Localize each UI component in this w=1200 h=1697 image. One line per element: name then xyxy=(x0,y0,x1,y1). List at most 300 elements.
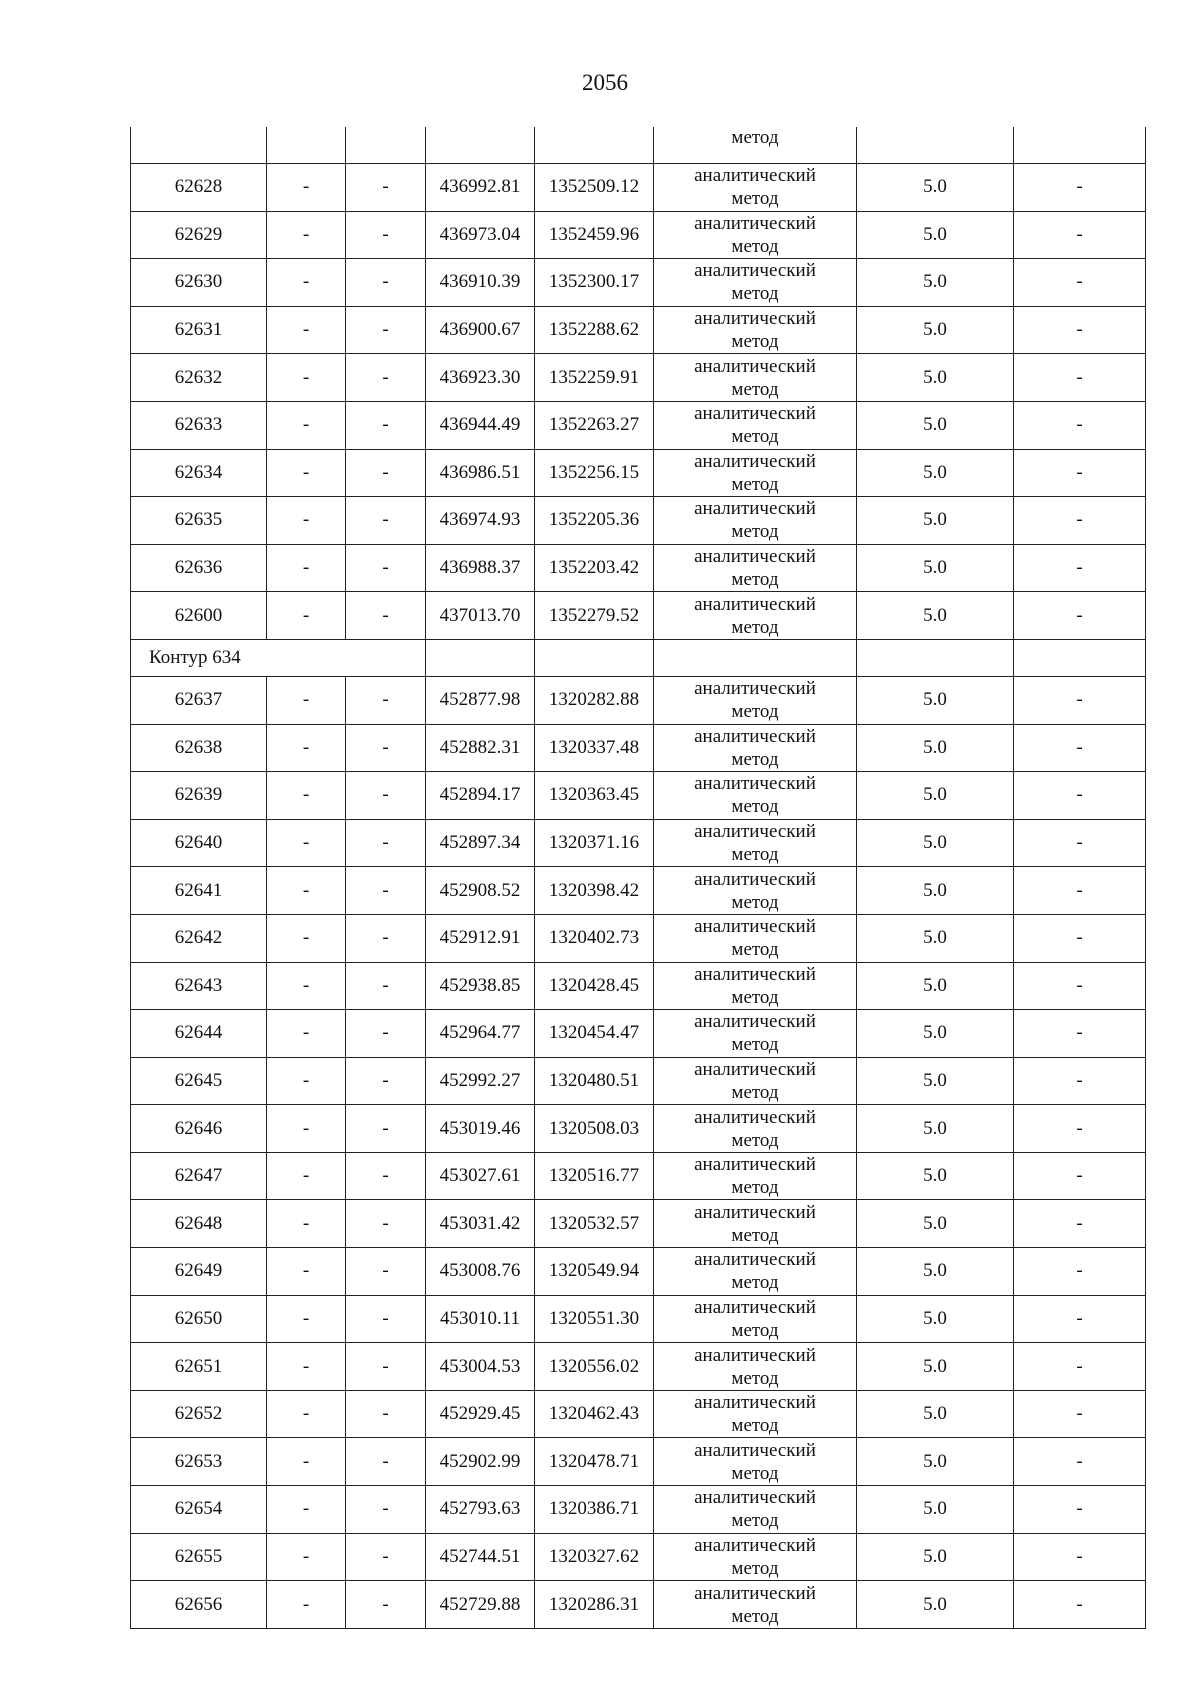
dash-cell: - xyxy=(1014,772,1146,820)
method-line: метод xyxy=(731,283,779,305)
method-line: аналитический xyxy=(694,450,816,472)
method-line: метод xyxy=(731,521,779,543)
dash-cell: - xyxy=(1014,1010,1146,1058)
dash-cell: - xyxy=(346,1486,426,1534)
point-id-cell: 62646 xyxy=(131,1105,267,1153)
dash-cell: - xyxy=(267,914,346,962)
accuracy-cell: 5.0 xyxy=(857,354,1014,402)
point-id-cell: 62647 xyxy=(131,1152,267,1200)
x-coordinate-cell: 453027.61 xyxy=(426,1152,535,1200)
table-cell xyxy=(346,127,426,164)
dash-cell: - xyxy=(1014,724,1146,772)
y-coordinate-cell: 1320532.57 xyxy=(535,1200,654,1248)
point-id-cell: 62636 xyxy=(131,544,267,592)
x-coordinate-cell: 436944.49 xyxy=(426,401,535,449)
accuracy-cell: 5.0 xyxy=(857,449,1014,497)
point-id-cell: 62634 xyxy=(131,449,267,497)
method-line: аналитический xyxy=(694,1058,816,1080)
point-id-cell: 62649 xyxy=(131,1248,267,1296)
method-line: метод xyxy=(731,331,779,353)
method-cell xyxy=(654,164,857,212)
dash-cell: - xyxy=(1014,1533,1146,1581)
dash-cell: - xyxy=(267,449,346,497)
method-line: метод xyxy=(731,378,779,400)
dash-cell: - xyxy=(267,772,346,820)
dash-cell: - xyxy=(346,772,426,820)
accuracy-cell: 5.0 xyxy=(857,724,1014,772)
table-row xyxy=(131,867,1146,915)
point-id-cell: 62654 xyxy=(131,1486,267,1534)
point-id-cell: 62655 xyxy=(131,1533,267,1581)
accuracy-cell: 5.0 xyxy=(857,259,1014,307)
dash-cell: - xyxy=(267,962,346,1010)
dash-cell: - xyxy=(267,1438,346,1486)
continuation-row xyxy=(131,127,1146,164)
accuracy-cell: 5.0 xyxy=(857,1486,1014,1534)
point-id-cell: 62643 xyxy=(131,962,267,1010)
dash-cell: - xyxy=(346,544,426,592)
dash-cell: - xyxy=(1014,1438,1146,1486)
method-line: метод xyxy=(731,1415,779,1437)
dash-cell: - xyxy=(346,401,426,449)
dash-cell: - xyxy=(1014,1343,1146,1391)
x-coordinate-cell: 436923.30 xyxy=(426,354,535,402)
table-row xyxy=(131,1343,1146,1391)
dash-cell: - xyxy=(267,592,346,640)
accuracy-cell: 5.0 xyxy=(857,1295,1014,1343)
method-line: аналитический xyxy=(694,725,816,747)
x-coordinate-cell: 453010.11 xyxy=(426,1295,535,1343)
table-row xyxy=(131,497,1146,545)
dash-cell: - xyxy=(1014,676,1146,724)
method-line: аналитический xyxy=(694,403,816,425)
dash-cell: - xyxy=(346,497,426,545)
table-row xyxy=(131,1390,1146,1438)
table-row xyxy=(131,1486,1146,1534)
method-line: метод xyxy=(731,891,779,913)
dash-cell: - xyxy=(267,259,346,307)
y-coordinate-cell: 1320327.62 xyxy=(535,1533,654,1581)
dash-cell: - xyxy=(346,1581,426,1629)
accuracy-cell: 5.0 xyxy=(857,1343,1014,1391)
y-coordinate-cell: 1352279.52 xyxy=(535,592,654,640)
contour-header-row xyxy=(131,639,1146,676)
point-id-cell: 62645 xyxy=(131,1057,267,1105)
method-cell xyxy=(654,592,857,640)
point-id-cell: 62642 xyxy=(131,914,267,962)
accuracy-cell: 5.0 xyxy=(857,867,1014,915)
method-line: аналитический xyxy=(694,355,816,377)
method-cell xyxy=(654,1010,857,1058)
method-cell xyxy=(654,1152,857,1200)
dash-cell: - xyxy=(267,819,346,867)
x-coordinate-cell: 452877.98 xyxy=(426,676,535,724)
x-coordinate-cell: 453019.46 xyxy=(426,1105,535,1153)
method-line: аналитический xyxy=(694,1344,816,1366)
dash-cell: - xyxy=(346,1105,426,1153)
method-line: аналитический xyxy=(694,1439,816,1461)
dash-cell: - xyxy=(346,449,426,497)
point-id-cell: 62633 xyxy=(131,401,267,449)
dash-cell: - xyxy=(267,497,346,545)
dash-cell: - xyxy=(1014,306,1146,354)
table-body xyxy=(131,127,1146,1628)
y-coordinate-cell: 1320386.71 xyxy=(535,1486,654,1534)
dash-cell: - xyxy=(1014,819,1146,867)
table-row xyxy=(131,449,1146,497)
y-coordinate-cell: 1320286.31 xyxy=(535,1581,654,1629)
table-row xyxy=(131,1438,1146,1486)
y-coordinate-cell: 1352203.42 xyxy=(535,544,654,592)
dash-cell: - xyxy=(1014,211,1146,259)
method-line: метод xyxy=(731,188,779,210)
table-row xyxy=(131,401,1146,449)
x-coordinate-cell: 436974.93 xyxy=(426,497,535,545)
y-coordinate-cell: 1320508.03 xyxy=(535,1105,654,1153)
table-row xyxy=(131,1248,1146,1296)
y-coordinate-cell: 1352300.17 xyxy=(535,259,654,307)
method-line: аналитический xyxy=(694,821,816,843)
dash-cell: - xyxy=(1014,1390,1146,1438)
dash-cell: - xyxy=(1014,1295,1146,1343)
table-row xyxy=(131,354,1146,402)
y-coordinate-cell: 1352256.15 xyxy=(535,449,654,497)
method-cell xyxy=(654,676,857,724)
x-coordinate-cell: 436986.51 xyxy=(426,449,535,497)
y-coordinate-cell: 1320549.94 xyxy=(535,1248,654,1296)
x-coordinate-cell: 436910.39 xyxy=(426,259,535,307)
dash-cell: - xyxy=(346,1010,426,1058)
table-cell xyxy=(131,127,267,164)
table-row xyxy=(131,1581,1146,1629)
dash-cell: - xyxy=(346,867,426,915)
point-id-cell: 62640 xyxy=(131,819,267,867)
point-id-cell: 62651 xyxy=(131,1343,267,1391)
method-cell xyxy=(654,544,857,592)
method-cell xyxy=(654,1057,857,1105)
method-cell xyxy=(654,1105,857,1153)
point-id-cell: 62648 xyxy=(131,1200,267,1248)
method-line: аналитический xyxy=(694,916,816,938)
method-line: аналитический xyxy=(694,678,816,700)
y-coordinate-cell: 1320402.73 xyxy=(535,914,654,962)
x-coordinate-cell: 452897.34 xyxy=(426,819,535,867)
dash-cell: - xyxy=(267,1581,346,1629)
method-line: аналитический xyxy=(694,1011,816,1033)
table-row xyxy=(131,772,1146,820)
table-row xyxy=(131,211,1146,259)
dash-cell: - xyxy=(267,544,346,592)
dash-cell: - xyxy=(1014,592,1146,640)
dash-cell: - xyxy=(267,401,346,449)
accuracy-cell: 5.0 xyxy=(857,1248,1014,1296)
dash-cell: - xyxy=(267,1486,346,1534)
accuracy-cell: 5.0 xyxy=(857,306,1014,354)
point-id-cell: 62630 xyxy=(131,259,267,307)
point-id-cell: 62635 xyxy=(131,497,267,545)
y-coordinate-cell: 1352288.62 xyxy=(535,306,654,354)
method-line: метод xyxy=(731,1129,779,1151)
dash-cell: - xyxy=(346,1248,426,1296)
point-id-cell: 62653 xyxy=(131,1438,267,1486)
method-line: аналитический xyxy=(694,212,816,234)
x-coordinate-cell: 452902.99 xyxy=(426,1438,535,1486)
y-coordinate-cell: 1320478.71 xyxy=(535,1438,654,1486)
dash-cell: - xyxy=(346,676,426,724)
dash-cell: - xyxy=(1014,1486,1146,1534)
method-line: аналитический xyxy=(694,1487,816,1509)
dash-cell: - xyxy=(267,211,346,259)
x-coordinate-cell: 453031.42 xyxy=(426,1200,535,1248)
method-line: аналитический xyxy=(694,963,816,985)
dash-cell: - xyxy=(1014,1248,1146,1296)
method-line: аналитический xyxy=(694,1582,816,1604)
y-coordinate-cell: 1352263.27 xyxy=(535,401,654,449)
point-id-cell: 62637 xyxy=(131,676,267,724)
method-line: метод xyxy=(731,844,779,866)
x-coordinate-cell: 436900.67 xyxy=(426,306,535,354)
table-row xyxy=(131,164,1146,212)
y-coordinate-cell: 1352509.12 xyxy=(535,164,654,212)
accuracy-cell: 5.0 xyxy=(857,497,1014,545)
dash-cell: - xyxy=(1014,914,1146,962)
point-id-cell: 62644 xyxy=(131,1010,267,1058)
table-row xyxy=(131,914,1146,962)
method-line: метод xyxy=(731,426,779,448)
dash-cell: - xyxy=(346,592,426,640)
dash-cell: - xyxy=(1014,1152,1146,1200)
accuracy-cell: 5.0 xyxy=(857,1057,1014,1105)
method-line: аналитический xyxy=(694,1201,816,1223)
dash-cell: - xyxy=(346,724,426,772)
dash-cell: - xyxy=(1014,354,1146,402)
accuracy-cell: 5.0 xyxy=(857,914,1014,962)
table-cell xyxy=(535,639,654,676)
accuracy-cell: 5.0 xyxy=(857,544,1014,592)
y-coordinate-cell: 1320428.45 xyxy=(535,962,654,1010)
x-coordinate-cell: 452964.77 xyxy=(426,1010,535,1058)
dash-cell: - xyxy=(1014,401,1146,449)
dash-cell: - xyxy=(267,306,346,354)
x-coordinate-cell: 452744.51 xyxy=(426,1533,535,1581)
method-line: аналитический xyxy=(694,165,816,187)
method-line: аналитический xyxy=(694,260,816,282)
table-cell xyxy=(267,127,346,164)
dash-cell: - xyxy=(346,914,426,962)
method-line: метод xyxy=(731,986,779,1008)
accuracy-cell: 5.0 xyxy=(857,592,1014,640)
y-coordinate-cell: 1320363.45 xyxy=(535,772,654,820)
table-row xyxy=(131,1105,1146,1153)
accuracy-cell: 5.0 xyxy=(857,1010,1014,1058)
method-line: метод xyxy=(731,1319,779,1341)
table-cell xyxy=(426,127,535,164)
method-line: метод xyxy=(731,1557,779,1579)
y-coordinate-cell: 1320282.88 xyxy=(535,676,654,724)
accuracy-cell: 5.0 xyxy=(857,1438,1014,1486)
x-coordinate-cell: 452929.45 xyxy=(426,1390,535,1438)
method-line: метод xyxy=(731,1367,779,1389)
coordinates-table xyxy=(130,127,1146,1629)
method-cell xyxy=(654,724,857,772)
dash-cell: - xyxy=(346,1533,426,1581)
dash-cell: - xyxy=(346,1438,426,1486)
method-line: аналитический xyxy=(694,308,816,330)
dash-cell: - xyxy=(1014,1105,1146,1153)
method-line: аналитический xyxy=(694,1296,816,1318)
x-coordinate-cell: 452894.17 xyxy=(426,772,535,820)
accuracy-cell: 5.0 xyxy=(857,676,1014,724)
method-line: аналитический xyxy=(694,868,816,890)
dash-cell: - xyxy=(1014,962,1146,1010)
method-cell xyxy=(654,1295,857,1343)
method-line: метод xyxy=(731,473,779,495)
dash-cell: - xyxy=(346,259,426,307)
table-row xyxy=(131,592,1146,640)
method-line: метод xyxy=(731,939,779,961)
dash-cell: - xyxy=(346,819,426,867)
x-coordinate-cell: 452992.27 xyxy=(426,1057,535,1105)
method-cell xyxy=(654,1390,857,1438)
method-cell xyxy=(654,772,857,820)
dash-cell: - xyxy=(346,211,426,259)
method-line: метод xyxy=(731,616,779,638)
method-line: аналитический xyxy=(694,1106,816,1128)
table-row xyxy=(131,306,1146,354)
dash-cell: - xyxy=(1014,1057,1146,1105)
y-coordinate-cell: 1320556.02 xyxy=(535,1343,654,1391)
dash-cell: - xyxy=(1014,544,1146,592)
dash-cell: - xyxy=(267,1248,346,1296)
method-cell xyxy=(654,497,857,545)
x-coordinate-cell: 453004.53 xyxy=(426,1343,535,1391)
y-coordinate-cell: 1352205.36 xyxy=(535,497,654,545)
accuracy-cell: 5.0 xyxy=(857,211,1014,259)
point-id-cell: 62639 xyxy=(131,772,267,820)
table-row xyxy=(131,1295,1146,1343)
method-line: аналитический xyxy=(694,546,816,568)
dash-cell: - xyxy=(346,1200,426,1248)
dash-cell: - xyxy=(346,306,426,354)
dash-cell: - xyxy=(267,1295,346,1343)
method-line: аналитический xyxy=(694,1249,816,1271)
accuracy-cell: 5.0 xyxy=(857,819,1014,867)
table-row xyxy=(131,544,1146,592)
point-id-cell: 62652 xyxy=(131,1390,267,1438)
method-line: метод xyxy=(731,1224,779,1246)
point-id-cell: 62641 xyxy=(131,867,267,915)
x-coordinate-cell: 452729.88 xyxy=(426,1581,535,1629)
method-line: метод xyxy=(731,1272,779,1294)
x-coordinate-cell: 436992.81 xyxy=(426,164,535,212)
x-coordinate-cell: 436973.04 xyxy=(426,211,535,259)
method-cell xyxy=(654,914,857,962)
method-cell xyxy=(654,1438,857,1486)
table-row xyxy=(131,819,1146,867)
method-cell xyxy=(654,1248,857,1296)
table-cell xyxy=(857,639,1014,676)
y-coordinate-cell: 1320516.77 xyxy=(535,1152,654,1200)
method-cell xyxy=(654,401,857,449)
point-id-cell: 62656 xyxy=(131,1581,267,1629)
table-row xyxy=(131,724,1146,772)
y-coordinate-cell: 1320371.16 xyxy=(535,819,654,867)
method-line: метод xyxy=(731,701,779,723)
method-line: метод xyxy=(731,1177,779,1199)
dash-cell: - xyxy=(267,1057,346,1105)
accuracy-cell: 5.0 xyxy=(857,1533,1014,1581)
dash-cell: - xyxy=(1014,867,1146,915)
table-cell xyxy=(1014,127,1146,164)
table-row xyxy=(131,676,1146,724)
method-line: метод xyxy=(731,235,779,257)
point-id-cell: 62628 xyxy=(131,164,267,212)
y-coordinate-cell: 1320480.51 xyxy=(535,1057,654,1105)
dash-cell: - xyxy=(1014,449,1146,497)
x-coordinate-cell: 452793.63 xyxy=(426,1486,535,1534)
dash-cell: - xyxy=(267,676,346,724)
accuracy-cell: 5.0 xyxy=(857,1152,1014,1200)
dash-cell: - xyxy=(267,1533,346,1581)
dash-cell: - xyxy=(1014,259,1146,307)
method-cell xyxy=(654,962,857,1010)
table-row xyxy=(131,1057,1146,1105)
dash-cell: - xyxy=(267,354,346,402)
method-line: метод xyxy=(731,1510,779,1532)
method-line: аналитический xyxy=(694,773,816,795)
dash-cell: - xyxy=(346,962,426,1010)
method-line: метод xyxy=(731,796,779,818)
dash-cell: - xyxy=(346,1152,426,1200)
method-line: аналитический xyxy=(694,1392,816,1414)
y-coordinate-cell: 1352459.96 xyxy=(535,211,654,259)
method-line: метод xyxy=(731,1462,779,1484)
dash-cell: - xyxy=(1014,1581,1146,1629)
accuracy-cell: 5.0 xyxy=(857,1581,1014,1629)
method-cell xyxy=(654,867,857,915)
dash-cell: - xyxy=(346,1343,426,1391)
x-coordinate-cell: 437013.70 xyxy=(426,592,535,640)
method-cell xyxy=(654,354,857,402)
dash-cell: - xyxy=(1014,164,1146,212)
method-cell xyxy=(654,1533,857,1581)
dash-cell: - xyxy=(346,1390,426,1438)
dash-cell: - xyxy=(1014,497,1146,545)
y-coordinate-cell: 1320551.30 xyxy=(535,1295,654,1343)
table-cell xyxy=(654,639,857,676)
x-coordinate-cell: 452912.91 xyxy=(426,914,535,962)
method-cell: метод xyxy=(654,127,857,164)
method-cell xyxy=(654,1343,857,1391)
x-coordinate-cell: 436988.37 xyxy=(426,544,535,592)
method-cell xyxy=(654,259,857,307)
accuracy-cell: 5.0 xyxy=(857,1105,1014,1153)
table-row xyxy=(131,1152,1146,1200)
point-id-cell: 62632 xyxy=(131,354,267,402)
table-row xyxy=(131,259,1146,307)
accuracy-cell: 5.0 xyxy=(857,1200,1014,1248)
method-line: аналитический xyxy=(694,1534,816,1556)
dash-cell: - xyxy=(346,164,426,212)
point-id-cell: 62629 xyxy=(131,211,267,259)
x-coordinate-cell: 452908.52 xyxy=(426,867,535,915)
y-coordinate-cell: 1320398.42 xyxy=(535,867,654,915)
dash-cell: - xyxy=(267,1010,346,1058)
dash-cell: - xyxy=(267,724,346,772)
accuracy-cell: 5.0 xyxy=(857,164,1014,212)
method-cell xyxy=(654,211,857,259)
dash-cell: - xyxy=(346,1057,426,1105)
